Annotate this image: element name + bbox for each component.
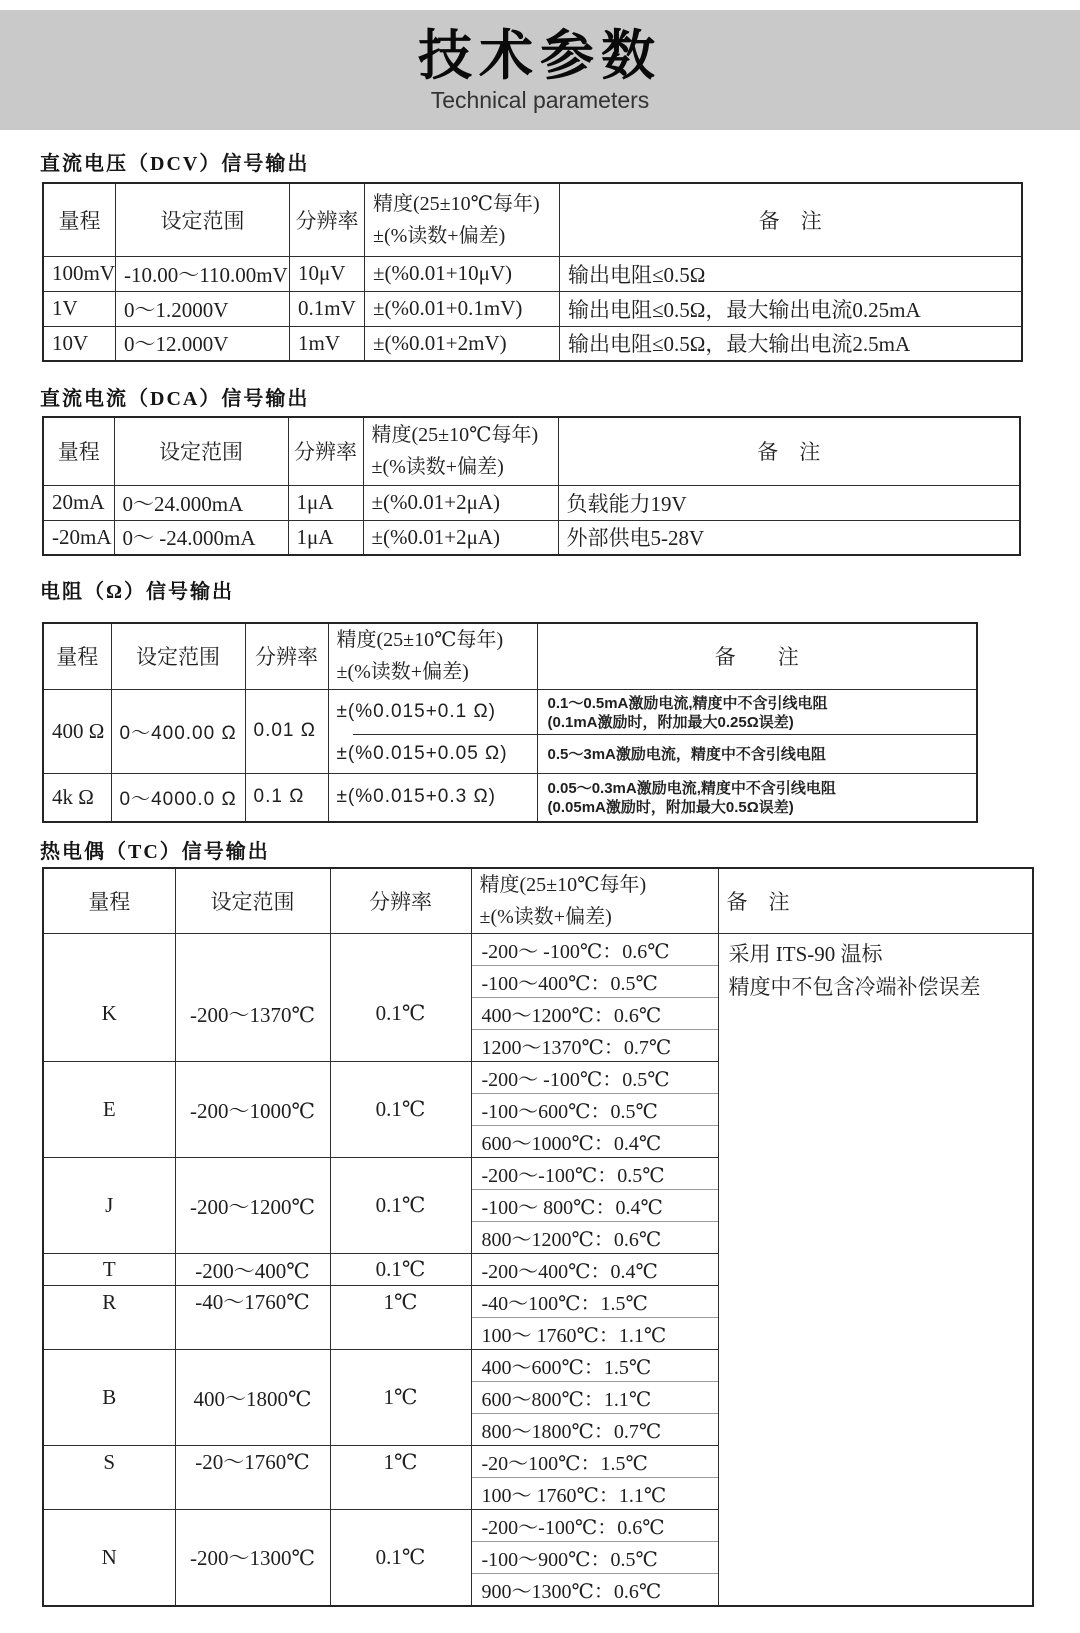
range-cell: 1V — [43, 291, 116, 326]
precision-cell: ±(%0.01+0.1mV) — [365, 291, 560, 326]
tc-precision-cell: -200～ -100℃：0.5℃ — [471, 1062, 718, 1094]
column-header-span: 设定范围 — [116, 183, 290, 256]
column-header-precision — [363, 417, 558, 485]
note-cell: 0.5～3mA激励电流，精度中不含引线电阻 — [537, 734, 977, 773]
tc-type-cell: N — [43, 1510, 175, 1606]
column-header-resolution: 分辨率 — [288, 417, 363, 485]
note-cell — [537, 773, 977, 822]
tc-precision-cell: 400～1200℃：0.6℃ — [471, 998, 718, 1030]
tc-type-cell: E — [43, 1062, 175, 1158]
precision-header-line1: 精度(25±10℃每年) — [371, 424, 539, 447]
tc-precision-cell: 1200～1370℃：0.7℃ — [471, 1030, 718, 1062]
tc-precision-cell: 100～ 1760℃：1.1℃ — [471, 1318, 718, 1350]
precision-header-line1: 精度(25±10℃每年) — [373, 192, 540, 215]
note-cell: 输出电阻≤0.5Ω，最大输出电流2.5mA — [560, 326, 1022, 361]
tc-precision-cell: -100～600℃：0.5℃ — [471, 1094, 718, 1126]
tc-precision-cell: -200～-100℃：0.6℃ — [471, 1510, 718, 1542]
range-cell: -20mA — [43, 520, 114, 555]
tc-range-cell: -40～1760℃ — [175, 1286, 330, 1350]
tc-header-row — [43, 868, 1033, 934]
tc-resolution-cell: 1℃ — [330, 1446, 471, 1510]
ohm-header-row — [43, 623, 977, 689]
ohm-table — [42, 622, 978, 823]
table-row — [43, 689, 977, 734]
table-row — [43, 326, 1022, 361]
tc-range-cell: -200～400℃ — [175, 1254, 330, 1286]
span-cell: 0～ -24.000mA — [114, 520, 288, 555]
tc-precision-cell: 400～600℃：1.5℃ — [471, 1350, 718, 1382]
column-header-precision — [365, 183, 560, 256]
tc-precision-cell: -100～ 800℃：0.4℃ — [471, 1190, 718, 1222]
column-header-resolution: 分辨率 — [330, 868, 471, 934]
precision-header-line2: ±(%读数+偏差) — [479, 906, 612, 928]
tc-resolution-cell: 0.1℃ — [330, 1510, 471, 1606]
column-header-range: 量程 — [43, 417, 114, 485]
column-header-resolution: 分辨率 — [245, 623, 328, 689]
note-line-2: 精度中不包含冷端补偿误差 — [728, 975, 981, 999]
precision-cell: ±(%0.01+10μV) — [365, 256, 560, 291]
column-header-note: 备 注 — [560, 183, 1022, 256]
tc-precision-cell: -100～900℃：0.5℃ — [471, 1542, 718, 1574]
note-line-2: (0.1mA激励时，附加最大0.25Ω误差) — [547, 713, 794, 731]
column-header-span: 设定范围 — [114, 417, 288, 485]
table-row — [43, 520, 1020, 555]
tc-table — [42, 867, 1034, 1607]
precision-cell: ±(%0.01+2μA) — [363, 520, 558, 555]
tc-precision-cell: 900～1300℃：0.6℃ — [471, 1574, 718, 1606]
span-cell: 0～4000.0 Ω — [111, 773, 245, 822]
tc-precision-cell: -200～ -100℃：0.6℃ — [471, 934, 718, 966]
page-title: 技术参数 — [418, 26, 662, 86]
table-row — [43, 934, 1033, 966]
span-cell: 0～12.000V — [116, 326, 290, 361]
note-cell: 负载能力19V — [558, 485, 1020, 520]
resolution-cell: 1mV — [290, 326, 365, 361]
section-title-dcv: 直流电压（DCV）信号输出 — [40, 153, 310, 175]
tc-resolution-cell: 0.1℃ — [330, 1158, 471, 1254]
tc-precision-cell: 600～1000℃：0.4℃ — [471, 1126, 718, 1158]
tc-range-cell: -200～1200℃ — [175, 1158, 330, 1254]
precision-cell: ±(%0.015+0.3 Ω) — [328, 773, 537, 822]
tc-resolution-cell: 0.1℃ — [330, 1254, 471, 1286]
column-header-range: 量程 — [43, 868, 175, 934]
precision-header-line2: ±(%读数+偏差) — [373, 224, 506, 247]
resolution-cell: 1μA — [288, 485, 363, 520]
span-cell: 0～1.2000V — [116, 291, 290, 326]
section-title-tc: 热电偶（TC）信号输出 — [40, 841, 270, 863]
note-cell: 输出电阻≤0.5Ω — [560, 256, 1022, 291]
table-row — [43, 291, 1022, 326]
precision-cell: ±(%0.015+0.1 Ω) — [328, 689, 537, 734]
tc-resolution-cell: 0.1℃ — [330, 1062, 471, 1158]
column-header-range: 量程 — [43, 623, 111, 689]
section-title-ohm: 电阻（Ω）信号输出 — [40, 581, 235, 603]
column-header-range: 量程 — [43, 183, 116, 256]
range-cell: 4k Ω — [43, 773, 111, 822]
column-header-span: 设定范围 — [111, 623, 245, 689]
note-cell: 输出电阻≤0.5Ω，最大输出电流0.25mA — [560, 291, 1022, 326]
section-title-dca: 直流电流（DCA）信号输出 — [40, 388, 310, 410]
column-header-resolution: 分辨率 — [290, 183, 365, 256]
tc-resolution-cell: 1℃ — [330, 1286, 471, 1350]
page-subtitle: Technical parameters — [430, 87, 650, 113]
tc-precision-cell: 800～1800℃：0.7℃ — [471, 1414, 718, 1446]
span-cell: 0～24.000mA — [114, 485, 288, 520]
column-header-note: 备 注 — [537, 623, 977, 689]
tc-precision-cell: -100～400℃：0.5℃ — [471, 966, 718, 998]
table-row — [43, 256, 1022, 291]
resolution-cell: 10μV — [290, 256, 365, 291]
column-header-precision — [471, 868, 718, 934]
range-cell: 10V — [43, 326, 116, 361]
tc-range-cell: -200～1370℃ — [175, 934, 330, 1062]
tc-range-cell: -20～1760℃ — [175, 1446, 330, 1510]
tc-precision-cell: 100～ 1760℃：1.1℃ — [471, 1478, 718, 1510]
tc-range-cell: -200～1300℃ — [175, 1510, 330, 1606]
precision-header-line2: ±(%读数+偏差) — [371, 456, 504, 479]
note-line-1: 0.05～0.3mA激励电流,精度中不含引线电阻 — [547, 780, 836, 798]
span-cell: 0～400.00 Ω — [111, 689, 245, 773]
tc-precision-cell: -200～-100℃：0.5℃ — [471, 1158, 718, 1190]
dcv-header-row — [43, 183, 1022, 256]
precision-cell: ±(%0.01+2mV) — [365, 326, 560, 361]
note-line-1: 采用 ITS-90 温标 — [728, 942, 883, 966]
divider-inset-patch — [329, 733, 353, 736]
ohm-table-wrapper — [42, 622, 978, 823]
tc-precision-cell: -200～400℃：0.4℃ — [471, 1254, 718, 1286]
column-header-span: 设定范围 — [175, 868, 330, 934]
tc-precision-cell: -20～100℃：1.5℃ — [471, 1446, 718, 1478]
tc-type-cell: R — [43, 1286, 175, 1350]
resolution-cell: 0.1mV — [290, 291, 365, 326]
tc-type-cell: B — [43, 1350, 175, 1446]
precision-header-line2: ±(%读数+偏差) — [336, 661, 469, 684]
note-cell: 外部供电5-28V — [558, 520, 1020, 555]
column-header-precision — [328, 623, 537, 689]
resolution-cell: 1μA — [288, 520, 363, 555]
tc-range-cell: -200～1000℃ — [175, 1062, 330, 1158]
note-line-1: 0.1～0.5mA激励电流,精度中不含引线电阻 — [547, 694, 828, 712]
dcv-table — [42, 182, 1023, 362]
note-cell — [537, 689, 977, 734]
tc-range-cell: 400～1800℃ — [175, 1350, 330, 1446]
page-header-band — [0, 10, 1080, 130]
range-cell: 400 Ω — [43, 689, 111, 773]
precision-header-line1: 精度(25±10℃每年) — [479, 874, 647, 896]
range-cell: 20mA — [43, 485, 114, 520]
span-cell: -10.00～110.00mV — [116, 256, 290, 291]
resolution-cell: 0.1 Ω — [245, 773, 328, 822]
column-header-note: 备 注 — [718, 868, 1033, 934]
tc-precision-cell: 800～1200℃：0.6℃ — [471, 1222, 718, 1254]
tc-resolution-cell: 0.1℃ — [330, 934, 471, 1062]
column-header-note: 备 注 — [558, 417, 1020, 485]
dca-header-row — [43, 417, 1020, 485]
tc-resolution-cell: 1℃ — [330, 1350, 471, 1446]
tc-precision-cell: -40～100℃：1.5℃ — [471, 1286, 718, 1318]
resolution-cell: 0.01 Ω — [245, 689, 328, 773]
precision-cell: ±(%0.01+2μA) — [363, 485, 558, 520]
dca-table — [42, 416, 1021, 556]
tc-type-cell: S — [43, 1446, 175, 1510]
precision-header-line1: 精度(25±10℃每年) — [336, 629, 504, 652]
precision-cell: ±(%0.015+0.05 Ω) — [328, 734, 537, 773]
table-row — [43, 773, 977, 822]
tc-type-cell: K — [43, 934, 175, 1062]
tc-note-cell — [718, 934, 1033, 1606]
range-cell: 100mV — [43, 256, 116, 291]
tc-precision-cell: 600～800℃：1.1℃ — [471, 1382, 718, 1414]
table-row — [43, 485, 1020, 520]
tc-type-cell: J — [43, 1158, 175, 1254]
tc-type-cell: T — [43, 1254, 175, 1286]
note-line-2: (0.05mA激励时，附加最大0.5Ω误差) — [547, 799, 794, 817]
